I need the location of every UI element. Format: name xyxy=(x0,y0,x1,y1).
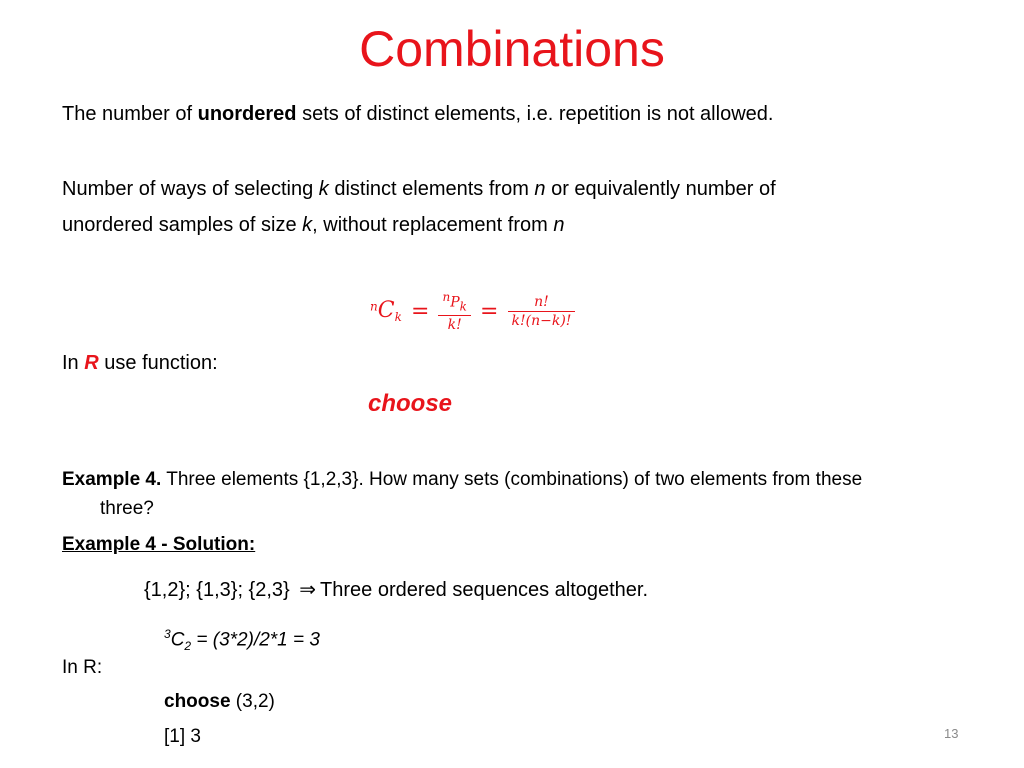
function-name: choose xyxy=(368,390,453,417)
example-statement xyxy=(62,468,862,492)
example-label: Example 4. xyxy=(62,469,162,490)
code-function: choose xyxy=(164,691,231,712)
page-number: 13 xyxy=(944,726,959,741)
formula-equals-1: = xyxy=(410,298,430,324)
sets-line xyxy=(144,578,648,602)
frac1-denominator: k! xyxy=(438,315,470,334)
selection-line-2 xyxy=(62,213,564,237)
formula-lhs-base: C xyxy=(377,298,395,324)
r-language-label: R xyxy=(84,352,99,374)
var-n: n xyxy=(534,178,546,200)
formula-fraction-2 xyxy=(508,293,576,330)
var-n-2: n xyxy=(553,214,565,236)
formula-equals-2: = xyxy=(480,298,499,324)
r-output-line: [1] 3 xyxy=(164,726,201,747)
frac1-num-sub: k xyxy=(459,299,467,314)
in-r-label: In R: xyxy=(62,657,103,678)
calc-sub: 2 xyxy=(184,639,192,654)
definition-text-post: sets of distinct elements, i.e. repetition is not allowed. xyxy=(296,103,774,125)
definition-text-pre: The number of xyxy=(62,103,198,125)
selection-text-a: Number of ways of selecting xyxy=(62,178,319,200)
selection-text-b: distinct elements from xyxy=(328,178,535,200)
formula-fraction-1 xyxy=(438,288,470,334)
calc-sup: 3 xyxy=(164,627,171,641)
selection-text-b2: , without replacement from xyxy=(312,214,554,236)
example-continuation: three? xyxy=(100,498,154,519)
example-text: Three elements {1,2,3}. How many sets (combinations) of two elements from these xyxy=(161,469,863,490)
frac1-num-sup: n xyxy=(442,290,451,304)
formula-lhs-sub: k xyxy=(394,310,402,325)
selection-text-c: or equivalently number of xyxy=(545,178,776,200)
sets-list: {1,2}; {1,3}; {2,3} xyxy=(144,579,290,601)
r-function-line xyxy=(62,351,218,375)
var-k: k xyxy=(318,178,329,200)
definition-line xyxy=(62,102,773,126)
selection-line-1 xyxy=(62,177,776,201)
combination-formula xyxy=(370,288,575,334)
calc-base: C xyxy=(170,629,185,651)
r-code-line xyxy=(164,690,275,714)
definition-bold-word: unordered xyxy=(197,103,297,125)
code-args: (3,2) xyxy=(230,691,275,712)
r-line-post: use function: xyxy=(98,352,218,374)
formula-lhs-sup: n xyxy=(370,299,378,314)
var-k-2: k xyxy=(302,214,313,236)
r-line-pre: In xyxy=(62,352,85,374)
frac1-num-base: P xyxy=(450,294,460,311)
solution-label: Example 4 - Solution: xyxy=(62,534,256,555)
sets-result-text: Three ordered sequences altogether. xyxy=(320,579,649,601)
selection-text-a2: unordered samples of size xyxy=(62,214,303,236)
frac2-denominator: k!(n−k)! xyxy=(508,311,576,330)
calculation-line xyxy=(164,622,320,658)
implies-arrow-icon: ⇒ xyxy=(299,579,317,601)
frac2-numerator: n! xyxy=(534,293,549,310)
slide-title: Combinations xyxy=(359,21,665,77)
calc-rest: = (3*2)/2*1 = 3 xyxy=(191,629,320,651)
